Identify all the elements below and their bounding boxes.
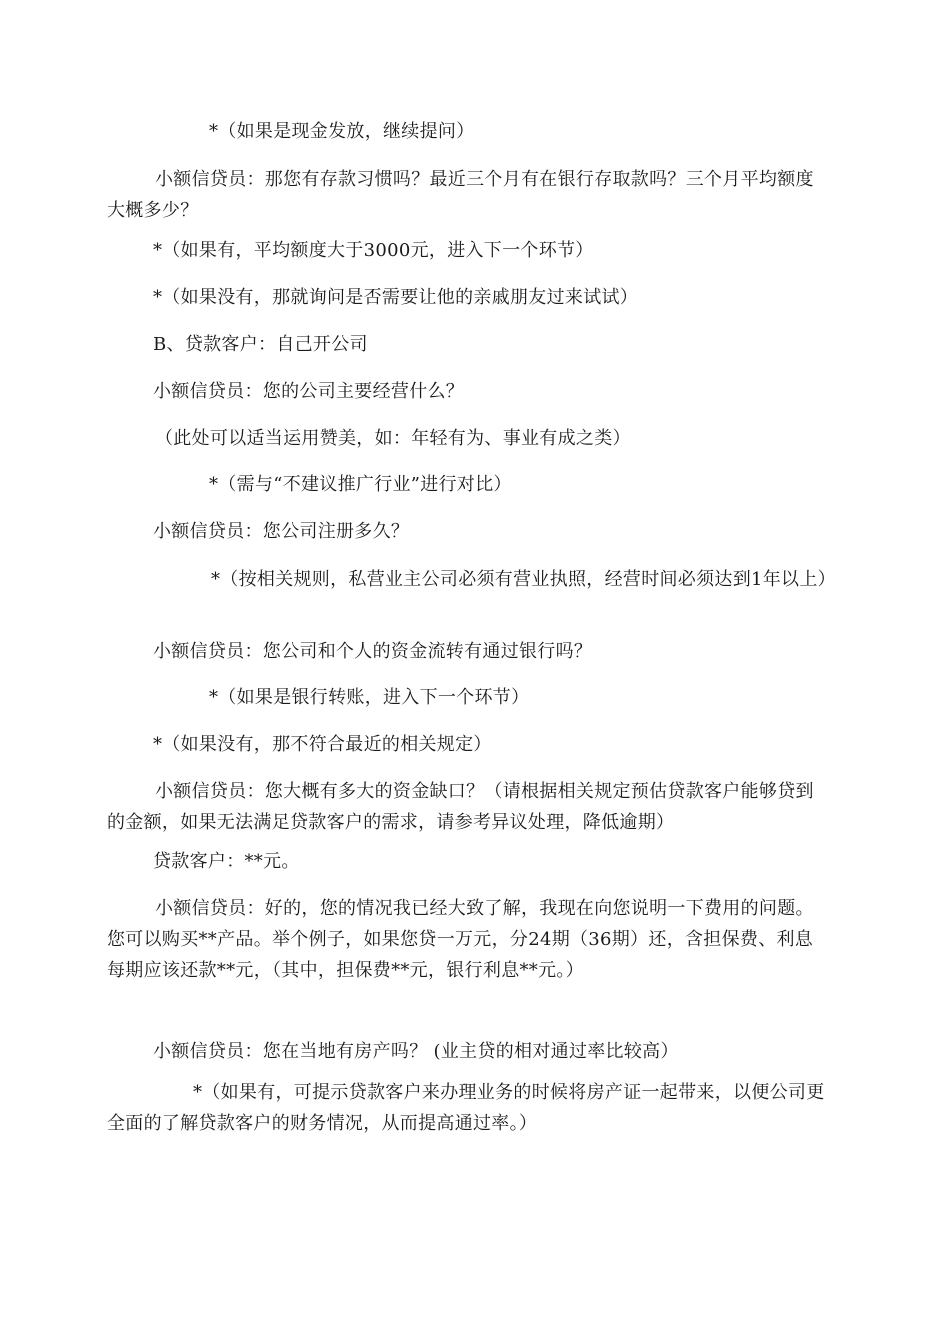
note-property-certificate: *（如果有，可提示贷款客户来办理业务的时候将房产证一起带来，以便公司更全面的了解贷款客户的财务情况，从而提高通过率。） (107, 1082, 825, 1134)
note-praise: （此处可以适当运用赞美，如：年轻有为、事业有成之类） (155, 428, 631, 449)
question-business-type: 小额信贷员：您的公司主要经营什么？ (153, 381, 465, 402)
note-not-compliant: *（如果没有，那不符合最近的相关规定） (153, 734, 492, 755)
question-registration-time: 小额信贷员：您公司注册多久？ (153, 521, 410, 542)
note-cash-payment: *（如果是现金发放，继续提问） (209, 121, 475, 142)
question-funding-gap: 小额信贷员：您大概有多大的资金缺口？（请根据相关规定预估贷款客户能够贷到的金额，如果无法满足贷款客户的需求，请参考异议处理，降低逾期） (107, 781, 814, 833)
section-heading-own-company: B、贷款客户：自己开公司 (153, 334, 368, 355)
question-deposit-habit: 小额信贷员：那您有存款习惯吗？最近三个月有在银行存取款吗？三个月平均额度大概多少？ (107, 169, 814, 221)
note-business-license: *（按相关规则，私营业主公司必须有营业执照，经营时间必须达到1年以上） (211, 569, 836, 590)
question-property: 小额信贷员：您在当地有房产吗？ (业主贷的相对通过率比较高） (153, 1041, 679, 1062)
explanation-fees: 小额信贷员：好的，您的情况我已经大致了解，我现在向您说明一下费用的问题。您可以购买**产品。举个例子，如果您贷一万元，分24期（36期）还，含担保费、利息每期应该还款**元，（其中，担保费**元，银行利息**元。） (107, 898, 814, 981)
note-no-deposit: *（如果没有，那就询问是否需要让他的亲戚朋友过来试试） (153, 287, 639, 308)
answer-amount: 贷款客户：**元。 (153, 851, 300, 872)
note-has-deposit: *（如果有，平均额度大于3000元，进入下一个环节） (153, 240, 594, 261)
question-bank-flow: 小额信贷员：您公司和个人的资金流转有通过银行吗？ (153, 641, 593, 662)
note-compare-industries: *（需与“不建议推广行业”进行对比） (209, 474, 512, 495)
note-bank-transfer: *（如果是银行转账，进入下一个环节） (209, 687, 530, 708)
